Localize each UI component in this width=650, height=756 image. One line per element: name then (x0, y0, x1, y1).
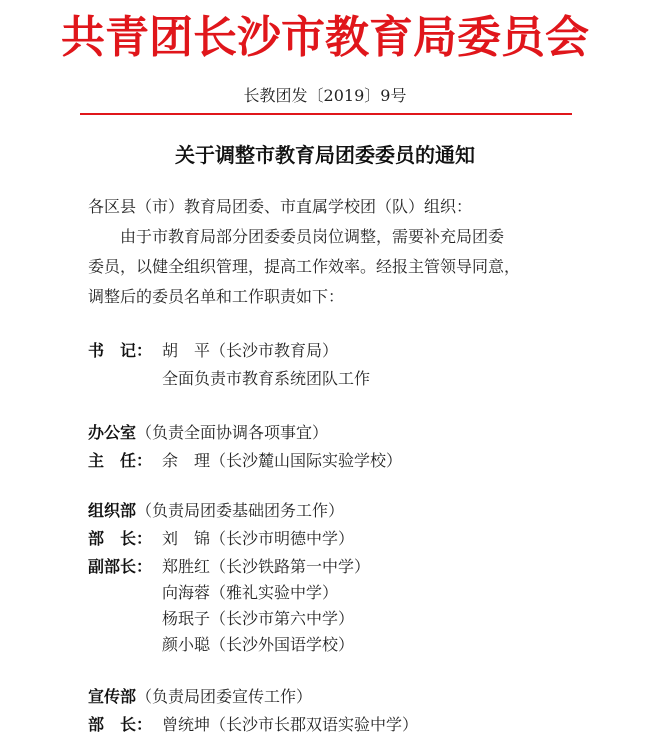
pub-minister-row (88, 714, 418, 736)
pub-minister-label: 部 长： (88, 715, 153, 734)
red-divider-line (80, 113, 572, 115)
org-title: 共青团长沙市教育局委员会 (61, 12, 589, 63)
org-dept-name: 组织部 (88, 501, 137, 520)
body-line-1: 由于市教育局部分团委委员岗位调整，需要补充局团委 (120, 227, 505, 246)
office-dept-desc: （负责全面协调各项事宜） (136, 423, 329, 442)
org-deputy-row (88, 556, 370, 578)
salutation: 各区县（市）教育局团委、市直属学校团（队）组织： (88, 197, 473, 216)
org-dept-row (88, 500, 344, 522)
org-deputy-label: 副部长： (88, 557, 153, 576)
pub-dept-row (88, 686, 312, 708)
body-line-3: 调整后的委员名单和工作职责如下： (88, 287, 345, 306)
office-dept-row (88, 422, 328, 444)
org-minister-row (88, 528, 354, 550)
pub-dept-name: 宣传部 (88, 687, 137, 706)
org-minister: 刘 锦（长沙市明德中学） (162, 529, 355, 548)
secretary-label: 书 记： (88, 341, 153, 360)
org-deputy-4: 颜小聪（长沙外国语学校） (162, 635, 355, 654)
pub-dept-desc: （负责局团委宣传工作） (136, 687, 313, 706)
pub-minister: 曾统坤（长沙市长郡双语实验中学） (162, 715, 419, 734)
org-deputy-2: 向海蓉（雅礼实验中学） (162, 583, 339, 602)
office-director-row (88, 450, 402, 472)
secretary-person: 胡 平（长沙市教育局） (162, 341, 339, 360)
notice-title: 关于调整市教育局团委委员的通知 (175, 143, 475, 167)
document-number: 长教团发〔2019〕9号 (243, 86, 407, 105)
body-line-2: 委员，以健全组织管理，提高工作效率。经报主管领导同意， (88, 257, 521, 276)
office-dept-name: 办公室 (88, 423, 137, 442)
org-deputy-1: 郑胜红（长沙铁路第一中学） (162, 557, 371, 576)
secretary-row (88, 340, 338, 362)
secretary-duty: 全面负责市教育系统团队工作 (162, 369, 371, 388)
org-dept-desc: （负责局团委基础团务工作） (136, 501, 345, 520)
office-director-label: 主 任： (88, 451, 153, 470)
org-deputy-3: 杨珉子（长沙市第六中学） (162, 609, 355, 628)
org-minister-label: 部 长： (88, 529, 153, 548)
office-director: 余 理（长沙麓山国际实验学校） (162, 451, 403, 470)
